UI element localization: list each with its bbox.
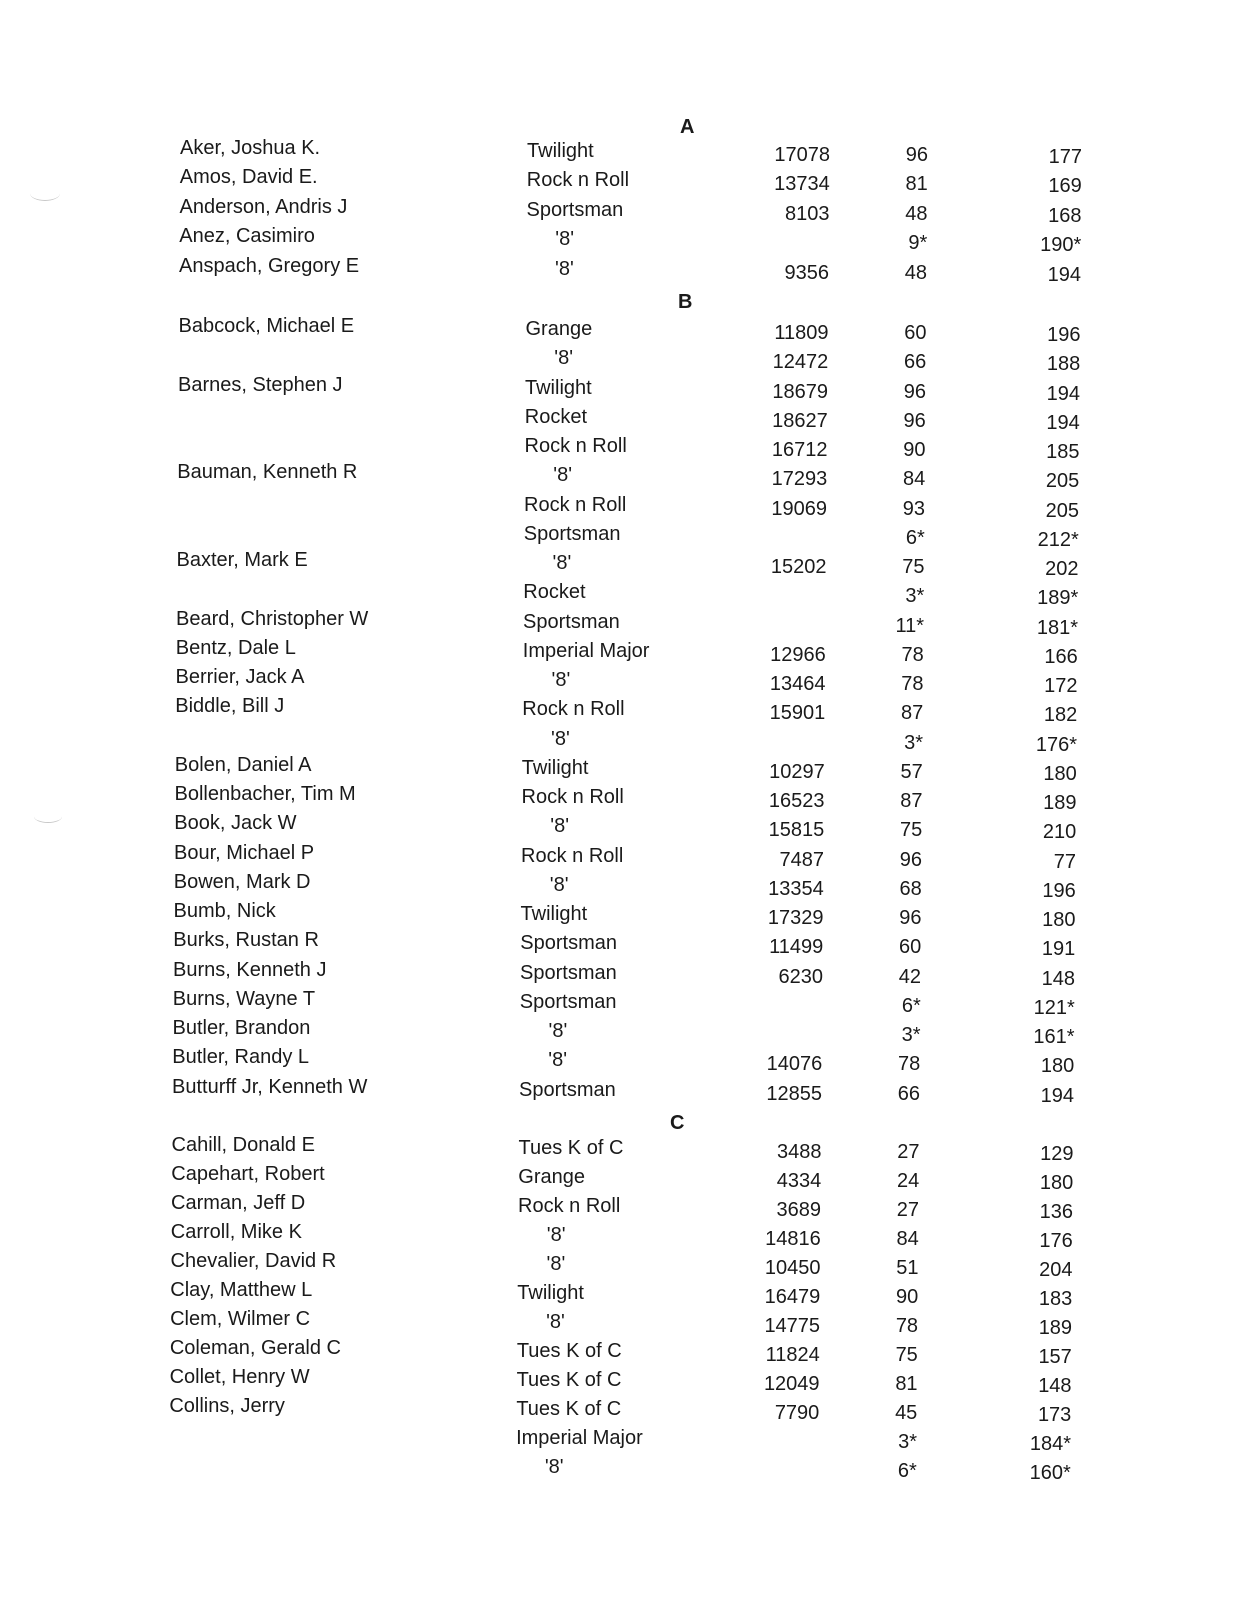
bowler-average: 177 <box>1048 146 1083 168</box>
league-name: '8' <box>546 1224 566 1246</box>
bowler-average: 172 <box>1044 675 1078 697</box>
bowler-average: 189* <box>1037 587 1079 610</box>
total-pins: 7790 <box>774 1402 820 1424</box>
bowler-average: 196 <box>1047 324 1081 346</box>
league-name: Rock n Roll <box>526 169 630 192</box>
league-name: Sportsman <box>523 610 620 633</box>
total-pins: 8103 <box>785 202 830 225</box>
bowler-name: Aker, Joshua K. <box>180 137 321 159</box>
games-count: 42 <box>898 965 922 988</box>
bowler-row <box>0 375 1245 405</box>
games-count: 75 <box>902 556 925 578</box>
bowler-name: Carman, Jeff D <box>171 1192 306 1214</box>
games-count: 45 <box>895 1402 918 1424</box>
bowler-average: 166 <box>1044 645 1078 668</box>
games-count: 3* <box>898 1431 918 1453</box>
league-name: Imperial Major <box>522 639 650 662</box>
league-name: '8' <box>546 1253 566 1275</box>
league-name: Tues K of C <box>516 1398 622 1420</box>
bowler-average: 160* <box>1029 1462 1071 1484</box>
league-name: Sportsman <box>523 522 621 545</box>
bowler-name: Butler, Randy L <box>172 1046 310 1069</box>
league-name: '8' <box>548 1020 568 1042</box>
bowler-average: 157 <box>1038 1346 1072 1368</box>
total-pins: 11499 <box>769 936 824 959</box>
games-count: 81 <box>905 173 928 196</box>
games-count: 48 <box>905 202 928 225</box>
league-name: Sportsman <box>520 961 617 984</box>
league-name: Grange <box>525 318 593 340</box>
bowler-name: Capehart, Robert <box>171 1163 325 1185</box>
total-pins: 16712 <box>771 439 828 461</box>
bowler-name: Collins, Jerry <box>169 1395 285 1417</box>
league-name: '8' <box>551 727 570 750</box>
bowler-average: 210 <box>1042 821 1077 844</box>
section-letter: A <box>680 116 695 138</box>
total-pins: 11809 <box>774 322 829 344</box>
league-name: Imperial Major <box>516 1427 643 1449</box>
bowler-name: Burks, Rustan R <box>173 929 319 952</box>
league-name: Tues K of C <box>516 1369 622 1391</box>
total-pins: 10450 <box>764 1257 821 1279</box>
total-pins: 12855 <box>766 1082 823 1105</box>
total-pins: 18627 <box>772 409 828 432</box>
league-name: Twilight <box>520 903 588 925</box>
bowler-name: Anderson, Andris J <box>179 195 348 218</box>
bowler-average: 194 <box>1040 1084 1075 1107</box>
total-pins: 16523 <box>768 790 825 812</box>
total-pins: 10297 <box>769 760 825 783</box>
bowler-average: 189 <box>1043 792 1077 814</box>
total-pins: 13354 <box>768 877 824 900</box>
league-name: '8' <box>549 873 569 896</box>
bowler-average: 194 <box>1046 382 1080 405</box>
section-letter: C <box>670 1112 685 1134</box>
games-count: 78 <box>898 1053 921 1076</box>
total-pins: 16479 <box>764 1286 821 1308</box>
bowler-name: Book, Jack W <box>174 812 297 835</box>
total-pins: 14076 <box>766 1053 823 1076</box>
bowler-average: 176 <box>1039 1230 1073 1252</box>
bowler-average: 180 <box>1043 762 1077 785</box>
games-count: 93 <box>902 497 925 520</box>
bowler-average: 148 <box>1041 967 1076 990</box>
league-name: Rock n Roll <box>521 844 624 867</box>
games-count: 96 <box>899 907 922 929</box>
games-count: 60 <box>899 936 922 959</box>
league-name: Rock n Roll <box>518 1195 621 1217</box>
bowler-average: 173 <box>1037 1404 1072 1426</box>
bowler-name: Babcock, Michael E <box>178 315 355 337</box>
bowler-name: Anez, Casimiro <box>179 225 315 248</box>
games-count: 48 <box>904 261 928 284</box>
games-count: 6* <box>897 1460 917 1482</box>
games-count: 96 <box>899 848 923 871</box>
bowler-row <box>0 696 1245 726</box>
bowler-average: 190* <box>1040 234 1082 257</box>
bowler-name: Beard, Christopher W <box>176 607 369 630</box>
bowler-name: Biddle, Bill J <box>175 695 285 718</box>
total-pins: 7487 <box>779 848 825 871</box>
games-count: 90 <box>903 439 926 461</box>
league-name: '8' <box>553 464 573 487</box>
league-name: Sportsman <box>519 1078 616 1101</box>
games-count: 66 <box>904 351 927 374</box>
games-count: 3* <box>905 585 925 608</box>
games-count: 81 <box>895 1373 918 1395</box>
league-name: Sportsman <box>526 198 624 221</box>
league-name: Twilight <box>521 756 589 779</box>
total-pins: 3689 <box>776 1199 822 1221</box>
bowler-name: Butturff Jr, Kenneth W <box>172 1075 368 1098</box>
bowler-row <box>0 316 1245 346</box>
bowler-name: Chevalier, David R <box>170 1250 337 1272</box>
bowler-average: 180 <box>1039 1172 1074 1194</box>
bowler-name: Bauman, Kenneth R <box>177 461 358 484</box>
bowler-average: 161* <box>1033 1026 1075 1048</box>
games-count: 6* <box>905 526 925 549</box>
league-name: Twilight <box>517 1282 584 1304</box>
bowler-name: Burns, Kenneth J <box>173 958 327 981</box>
games-count: 6* <box>901 994 921 1017</box>
games-count: 27 <box>896 1199 920 1221</box>
bowler-row <box>0 1077 1245 1107</box>
bowler-row <box>0 462 1245 492</box>
bowler-name: Clem, Wilmer C <box>170 1308 311 1330</box>
bowler-name: Collet, Henry W <box>169 1366 310 1388</box>
bowler-average: 212* <box>1037 528 1079 551</box>
total-pins: 11824 <box>765 1344 820 1366</box>
bowler-average: 204 <box>1039 1259 1073 1281</box>
league-name: '8' <box>555 257 574 280</box>
bowler-average: 194 <box>1047 263 1082 286</box>
bowler-average: 182 <box>1043 704 1078 727</box>
bowler-row <box>0 550 1245 580</box>
bowler-average: 188 <box>1046 353 1081 376</box>
league-name: '8' <box>546 1311 565 1333</box>
games-count: 27 <box>897 1141 920 1163</box>
games-count: 84 <box>896 1228 919 1250</box>
bowler-name: Coleman, Gerald C <box>169 1337 341 1359</box>
bowler-name: Clay, Matthew L <box>170 1279 313 1301</box>
bowler-row <box>0 256 1245 286</box>
games-count: 9* <box>908 232 928 255</box>
bowler-average: 185 <box>1046 441 1080 463</box>
league-name: Rock n Roll <box>524 493 627 516</box>
games-count: 78 <box>895 1315 919 1337</box>
league-name: Sportsman <box>520 932 617 955</box>
bowler-average: 196 <box>1042 879 1076 902</box>
bowler-name: Baxter, Mark E <box>176 549 308 571</box>
games-count: 11* <box>895 614 925 637</box>
total-pins: 14816 <box>765 1228 821 1250</box>
league-name: Tues K of C <box>518 1137 624 1159</box>
total-pins: 4334 <box>776 1170 822 1192</box>
bowler-average: 205 <box>1045 499 1079 522</box>
bowler-average: 184* <box>1029 1433 1072 1455</box>
league-name: '8' <box>550 815 570 838</box>
bowler-name: Cahill, Donald E <box>171 1134 315 1156</box>
total-pins: 13734 <box>774 173 830 196</box>
total-pins: 18679 <box>772 380 828 403</box>
bowler-average: 189 <box>1038 1317 1073 1339</box>
games-count: 68 <box>899 877 922 900</box>
league-name: Rock n Roll <box>521 786 624 808</box>
games-count: 51 <box>896 1257 919 1279</box>
league-name: '8' <box>554 347 574 370</box>
bowler-average: 191 <box>1041 938 1076 961</box>
league-name: '8' <box>552 552 572 574</box>
total-pins: 15202 <box>770 556 827 578</box>
games-count: 66 <box>897 1082 921 1105</box>
bowler-average: 121* <box>1033 996 1075 1019</box>
bowler-name: Butler, Brandon <box>172 1017 311 1039</box>
bowler-name: Burns, Wayne T <box>172 987 316 1010</box>
total-pins: 17078 <box>774 144 831 166</box>
bowler-row <box>0 1425 1245 1455</box>
bowler-average: 129 <box>1040 1143 1074 1165</box>
games-count: 84 <box>903 468 926 491</box>
games-count: 78 <box>901 643 924 666</box>
league-name: Sportsman <box>519 990 617 1013</box>
bowler-average: 180 <box>1042 909 1076 931</box>
total-pins: 12472 <box>772 351 829 374</box>
league-name: '8' <box>555 228 575 251</box>
games-count: 78 <box>901 673 924 695</box>
bowler-average: 202 <box>1045 558 1079 580</box>
bowler-average: 148 <box>1038 1375 1072 1397</box>
bowler-average: 176* <box>1035 733 1078 756</box>
bowler-average: 169 <box>1048 175 1082 198</box>
bowler-average: 181* <box>1036 616 1079 639</box>
games-count: 90 <box>896 1286 919 1308</box>
bowler-row <box>0 1396 1245 1426</box>
bowler-name: Berrier, Jack A <box>175 666 305 688</box>
games-count: 75 <box>900 819 923 842</box>
total-pins: 3488 <box>777 1141 822 1163</box>
games-count: 60 <box>904 322 927 344</box>
bowler-name: Bentz, Dale L <box>175 636 296 659</box>
league-name: '8' <box>544 1456 564 1478</box>
bowler-average: 168 <box>1048 204 1082 227</box>
bowler-name: Bolen, Daniel A <box>174 753 312 776</box>
bowler-row <box>0 492 1245 522</box>
bowler-average: 183 <box>1038 1288 1073 1310</box>
league-name: '8' <box>548 1049 568 1072</box>
league-name: Rock n Roll <box>522 698 625 721</box>
total-pins: 17293 <box>771 468 828 491</box>
games-count: 75 <box>895 1344 918 1366</box>
total-pins: 17329 <box>767 907 824 929</box>
total-pins: 15901 <box>769 702 826 725</box>
league-name: Rocket <box>523 581 586 604</box>
games-count: 57 <box>900 760 923 783</box>
league-name: Grange <box>518 1166 585 1188</box>
bowler-average: 194 <box>1046 411 1080 434</box>
total-pins: 12966 <box>770 643 826 666</box>
bowler-name: Barnes, Stephen J <box>178 373 343 396</box>
bowler-name: Carroll, Mike K <box>170 1221 302 1243</box>
total-pins: 12049 <box>763 1373 820 1395</box>
bowler-name: Bowen, Mark D <box>173 870 311 893</box>
bowler-average: 180 <box>1040 1055 1075 1078</box>
league-name: Twilight <box>525 376 592 399</box>
total-pins: 19069 <box>771 497 827 520</box>
bowler-row <box>0 404 1245 434</box>
bowler-name: Amos, David E. <box>179 166 318 189</box>
league-name: Tues K of C <box>516 1340 622 1362</box>
scan-mark <box>30 186 60 201</box>
league-name: '8' <box>551 669 571 691</box>
league-name: Rocket <box>524 405 587 428</box>
games-count: 3* <box>901 1024 921 1046</box>
games-count: 96 <box>905 144 929 166</box>
bowler-average: 205 <box>1045 470 1080 493</box>
games-count: 24 <box>897 1170 920 1192</box>
bowler-name: Bour, Michael P <box>174 841 315 864</box>
bowler-name: Bollenbacher, Tim M <box>174 783 356 805</box>
games-count: 87 <box>901 702 924 725</box>
bowler-name: Anspach, Gregory E <box>179 254 360 277</box>
total-pins: 14775 <box>764 1315 821 1337</box>
scan-mark <box>34 810 62 823</box>
games-count: 96 <box>903 409 926 432</box>
bowler-average: 136 <box>1039 1201 1074 1223</box>
games-count: 96 <box>903 380 926 403</box>
total-pins: 13464 <box>769 673 826 695</box>
league-name: Rock n Roll <box>524 435 627 457</box>
total-pins: 9356 <box>784 261 830 284</box>
league-name: Twilight <box>527 140 594 162</box>
bowler-average: 77 <box>1053 850 1077 873</box>
total-pins: 6230 <box>778 965 824 988</box>
bowler-name: Bumb, Nick <box>173 900 276 922</box>
section-letter: B <box>678 291 693 313</box>
bowler-row <box>0 1454 1245 1484</box>
games-count: 3* <box>904 731 924 754</box>
games-count: 87 <box>900 790 923 812</box>
total-pins: 15815 <box>768 819 825 842</box>
